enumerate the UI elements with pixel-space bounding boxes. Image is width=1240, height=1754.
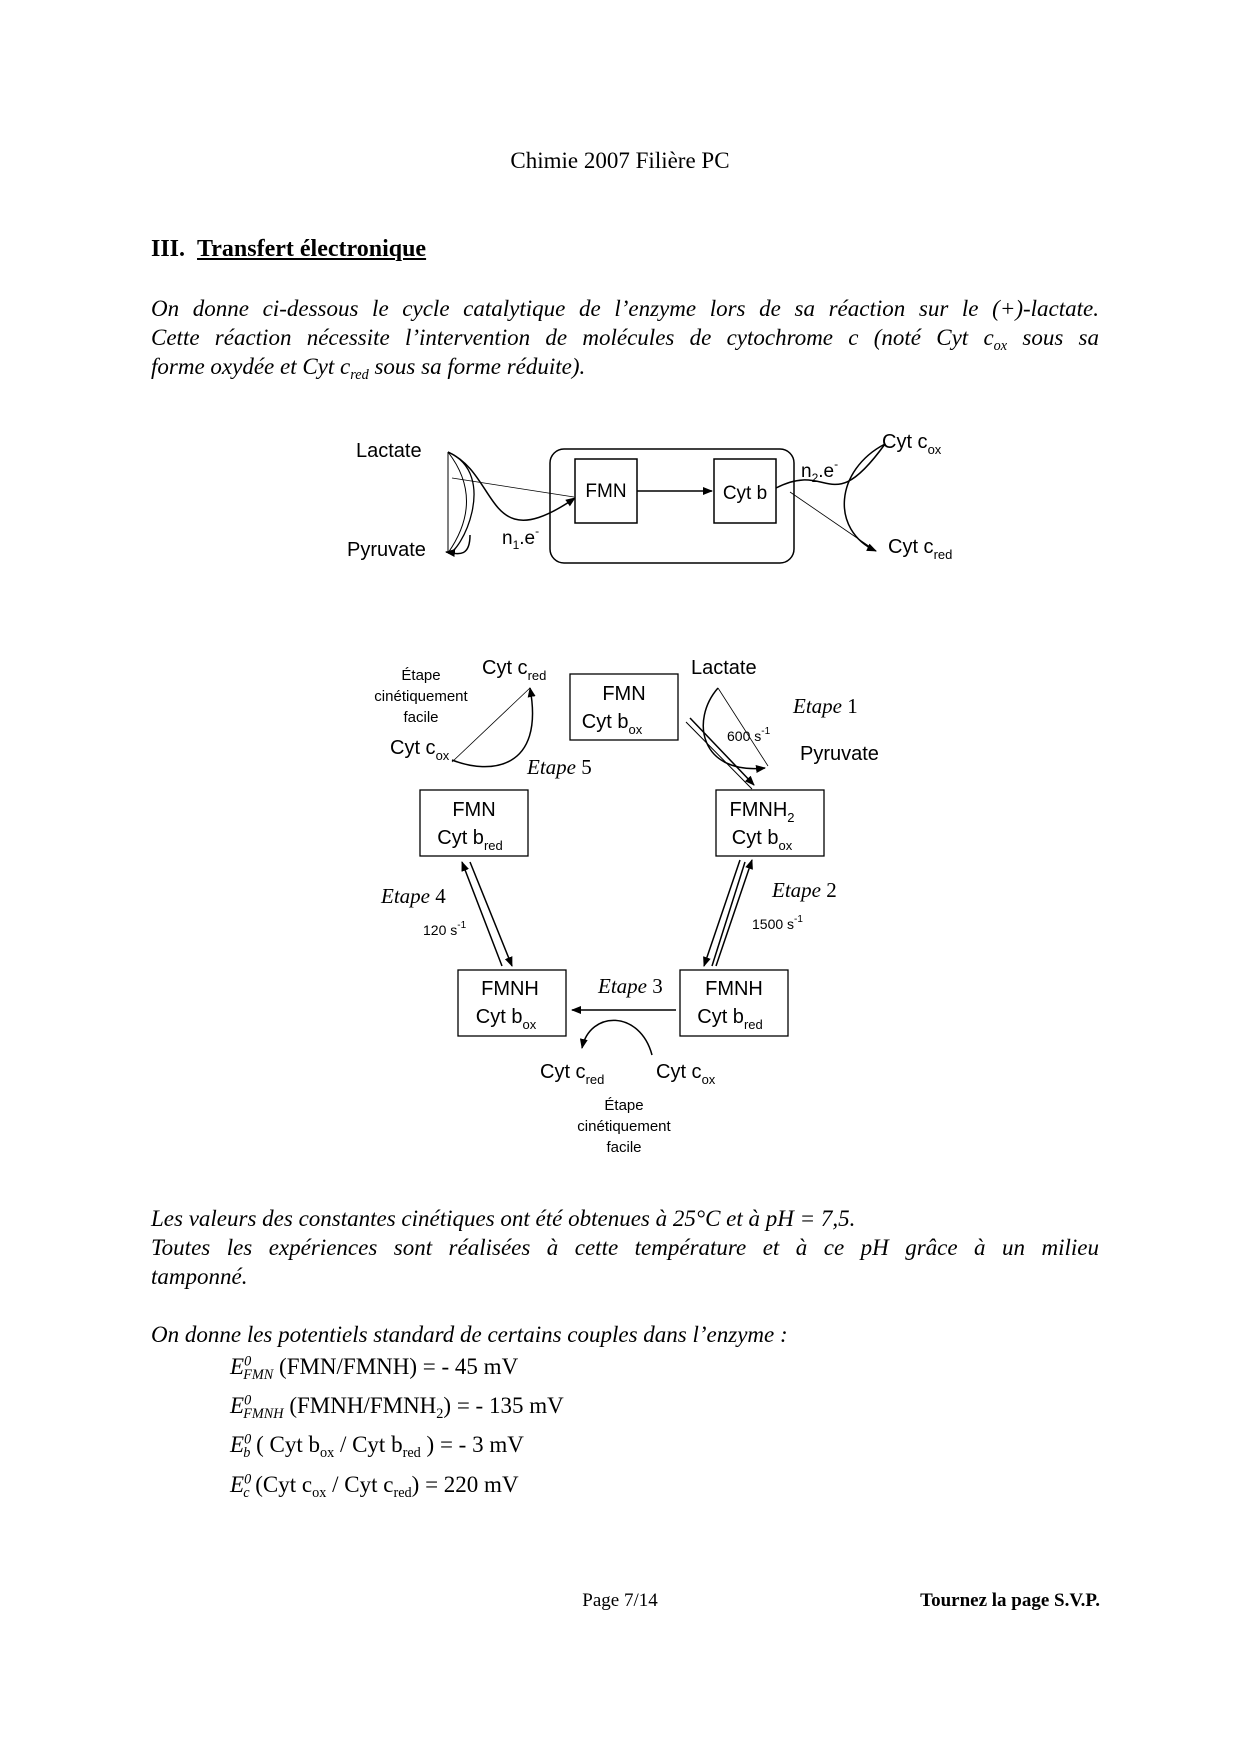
cycle-box-bottom-left xyxy=(458,970,566,1036)
cycle-step3-cytc-red-label: Cyt $c_{red}$ xyxy=(540,1061,605,1087)
overview-n2-label: $n_2.e^-$ xyxy=(801,457,839,485)
conditions-line-1: Les valeurs des constantes cinétiques ont été obtenues à 25°C et à pH = 7,5. xyxy=(151,1206,856,1231)
conditions-line-3: tamponné. xyxy=(151,1264,248,1289)
overview-n1-guide xyxy=(452,478,574,497)
conditions-paragraph xyxy=(151,1204,1099,1291)
svg-text:Cyt box: Cyt $b_{ox}$ xyxy=(731,827,793,853)
cycle-pyruvate-label: Pyruvate xyxy=(800,743,879,765)
overview-lactate-label: Lactate xyxy=(356,440,422,462)
section-title: Transfert électronique xyxy=(197,236,427,262)
page-header: Chimie 2007 Filière PC xyxy=(510,148,730,173)
cycle-step5-easy-line2: cinétiquement xyxy=(374,688,468,705)
cycle-step4-label: Etape 4 xyxy=(381,884,446,908)
svg-text:FMNH2: $FMNH_2$ xyxy=(729,799,795,825)
cycle-step3-cytc-arrow xyxy=(582,1020,652,1055)
overview-lactate-arrow xyxy=(448,452,575,520)
potential-fmn: $E^0_{FMN}$ (FMN/FMNH) = - 45 mV xyxy=(230,1353,519,1383)
overview-lactate-bracket-back xyxy=(448,452,467,553)
overview-pyruvate-label: Pyruvate xyxy=(347,539,426,561)
cycle-step4-arrow-b xyxy=(462,862,502,966)
svg-text:FMN: FMN xyxy=(452,799,496,821)
intro-line-3: forme oxydée et Cyt $c_{red}$ sous sa forme réduite). xyxy=(151,354,586,383)
cycle-step5-easy-line1: Étape xyxy=(401,667,441,684)
potential-fmnh: $E^0_{FMNH}$ $(FMNH/FMNH_2)$ = - 135 mV xyxy=(230,1392,564,1422)
svg-text:Cyt box: Cyt $b_{ox}$ xyxy=(475,1006,537,1032)
page-number: Page 7/14 xyxy=(582,1590,658,1611)
intro-line-2: Cette réaction nécessite l’intervention de molécules de cytochrome c (noté Cyt $c_{ox}$ sous sa xyxy=(151,325,1099,354)
cycle-lactate-label: Lactate xyxy=(691,657,757,679)
cycle-step3-label: Etape 3 xyxy=(598,974,663,998)
cycle-step2-forward-arrow xyxy=(712,862,745,966)
potential-cytc: $E^0_c$ (Cyt $c_{ox}$ / Cyt $c_{red}) = 220$ mV xyxy=(230,1471,519,1501)
cycle-box-bottom-right xyxy=(680,970,788,1036)
overview-cytc-guide xyxy=(790,492,876,551)
cycle-step2-label: Etape 2 xyxy=(772,878,837,902)
cycle-box-right xyxy=(716,790,824,856)
potentials-intro-text: On donne les potentiels standard de certains couples dans l’enzyme : xyxy=(151,1322,788,1347)
svg-text:FMN: FMN xyxy=(602,683,646,705)
cycle-step3-cytc-ox-label: Cyt $c_{ox}$ xyxy=(656,1061,716,1087)
overview-cytc-arrow xyxy=(844,444,885,551)
overview-n1-label: $n_1.e^-$ xyxy=(502,524,540,552)
svg-text:Cyt bred: Cyt $b_{red}$ xyxy=(697,1006,763,1032)
conditions-line-2: Toutes les expériences sont réalisées à cette température et à ce pH grâce à un milieu xyxy=(151,1235,1099,1260)
intro-line-1: On donne ci-dessous le cycle catalytique de l’enzyme lors de sa réaction sur le (+)-lactate. xyxy=(151,296,1099,321)
cycle-step5-label: Etape 5 xyxy=(527,755,592,779)
overview-fmn-label: FMN xyxy=(585,481,627,502)
cycle-step3-easy-line3: facile xyxy=(606,1139,642,1156)
turn-page-note: Tournez la page S.V.P. xyxy=(920,1590,1100,1611)
svg-text:Cyt bred: Cyt $b_{red}$ xyxy=(437,827,503,853)
svg-text:Cyt box: Cyt $b_{ox}$ xyxy=(581,711,643,737)
overview-cytb-label: Cyt b xyxy=(722,483,768,504)
cycle-step3-easy-line1: Étape xyxy=(604,1097,644,1114)
svg-text:FMNH: FMNH xyxy=(481,978,539,1000)
svg-text:FMNH: FMNH xyxy=(705,978,763,1000)
cycle-k2-label: 1500 $s^{-1}$ xyxy=(752,914,803,932)
cycle-step5-easy-line3: facile xyxy=(403,709,439,726)
overview-cytc-ox-label: Cyt $c_{ox}$ xyxy=(882,431,942,457)
overview-cytc-red-label: Cyt $c_{red}$ xyxy=(888,536,953,562)
cycle-step5-cytc-red-label: Cyt $c_{red}$ xyxy=(482,657,547,683)
potentials-intro xyxy=(151,1320,1099,1349)
cycle-step5-cytc-ox-label: Cyt $c_{ox}$ xyxy=(390,737,450,763)
cycle-box-top xyxy=(570,674,678,740)
cycle-k4-label: 120 $s^{-1}$ xyxy=(423,920,467,938)
cycle-k1-label: 600 $s^{-1}$ xyxy=(727,726,771,744)
section-number: III. xyxy=(151,236,186,262)
cycle-step1-label: Etape 1 xyxy=(793,694,858,718)
cycle-step3-easy-line2: cinétiquement xyxy=(577,1118,671,1135)
cycle-step4-arrow-a xyxy=(470,862,512,966)
potential-cytb: $E^0_b$ ( Cyt $b_{ox}$ / Cyt $b_{red}$ ) = - 3 mV xyxy=(230,1431,524,1461)
cycle-box-left xyxy=(420,790,528,856)
